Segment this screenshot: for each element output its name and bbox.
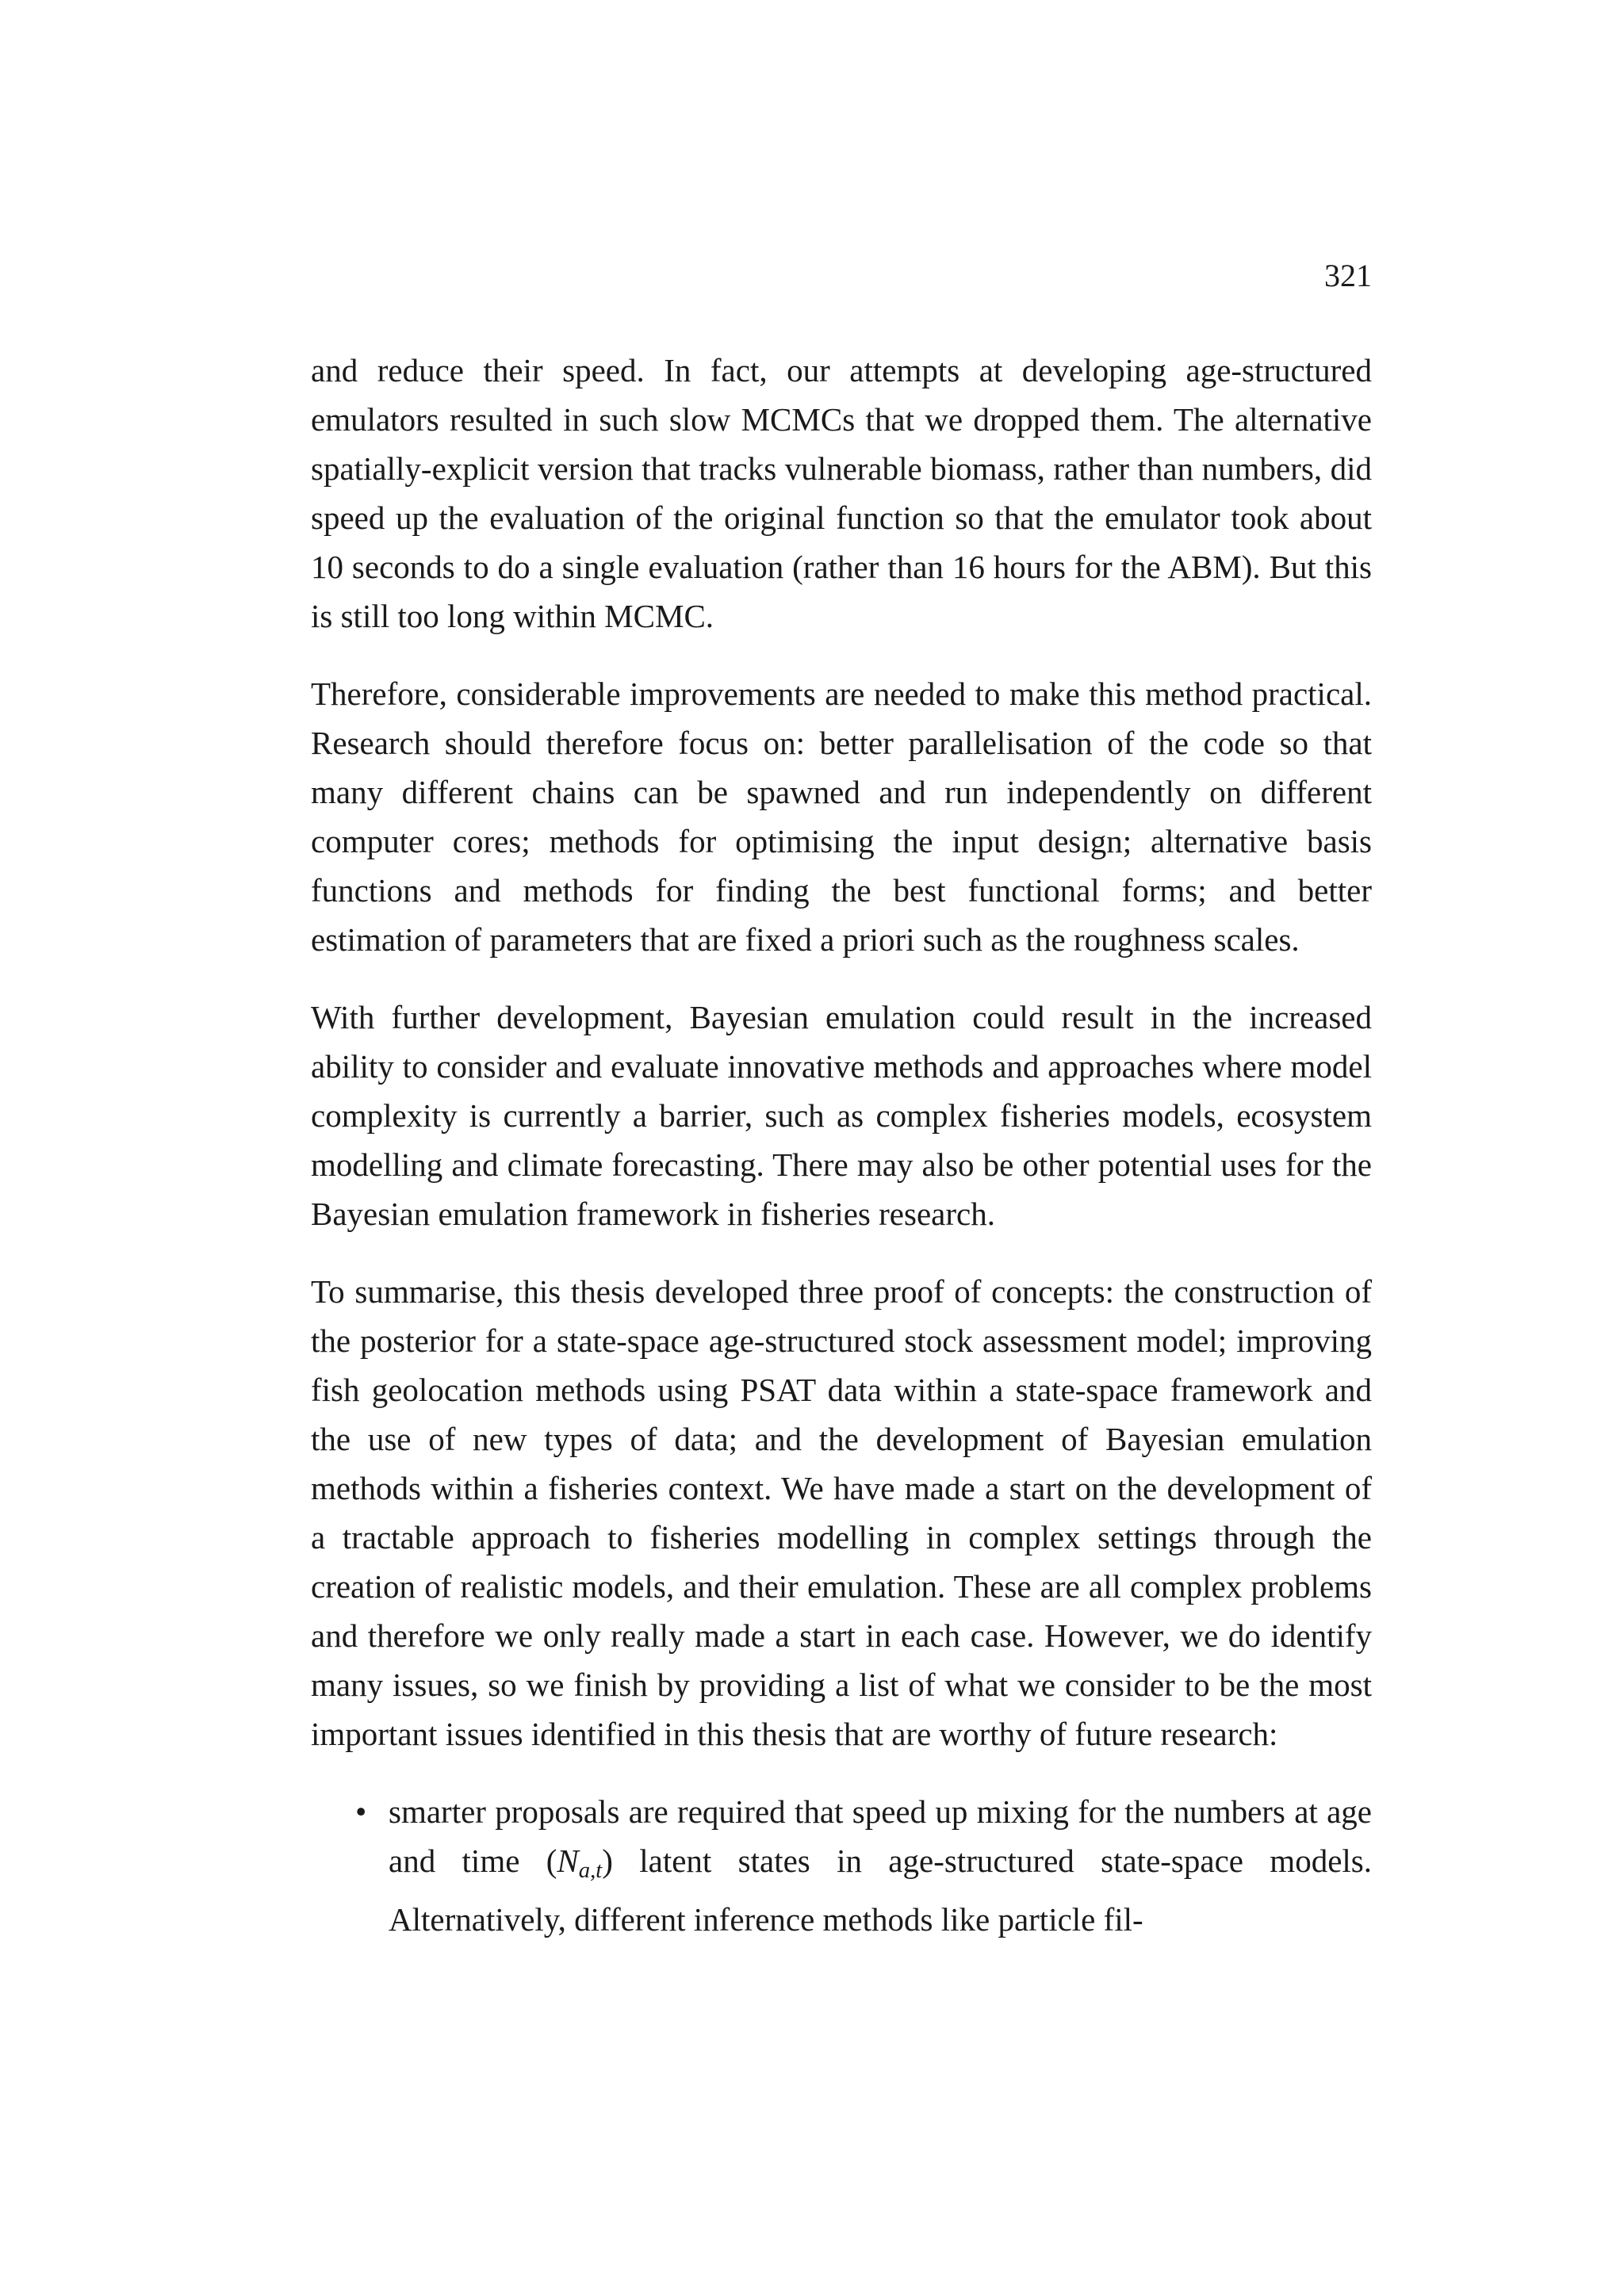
paragraph-1: and reduce their speed. In fact, our attempts at developing age-structured emulators resulted in such slow MCMCs that we dropped them. The alternative spatially-explicit version that tracks vulnerable biomass, rather than numbers, did speed up the evaluation of the original function so that the emulator took about 10 seconds to do a single evaluation (rather than 16 hours for the ABM). But this is still too long within MCMC. bbox=[311, 352, 1372, 634]
page-number: 321 bbox=[1324, 258, 1372, 293]
list-item-text-end: ) latent states in age-structured state-space models. Alternatively, different inference methods like particle fil- bbox=[389, 1843, 1372, 1938]
bullet-icon: • bbox=[355, 1793, 367, 1830]
list-item bbox=[355, 1787, 1372, 1944]
body-text bbox=[311, 346, 1372, 1944]
future-research-list bbox=[311, 1787, 1372, 1944]
math-n-at bbox=[557, 1843, 603, 1884]
math-subscript: a,t bbox=[578, 1858, 603, 1884]
list-item-text-start: smarter proposals are required that speed up mixing for the numbers at age and time ( bbox=[389, 1793, 1372, 1879]
math-symbol: N bbox=[557, 1843, 579, 1879]
paragraph-4: To summarise, this thesis developed three proof of concepts: the construction of the posterior for a state-space age-structured stock assessment model; improving fish geolocation methods using PSAT data within a state-space framework and the use of new types of data; and the development of Bayesian emulation methods within a fisheries context. We have made a start on the development of a tractable approach to fisheries modelling in complex settings through the creation of realistic models, and their emulation. These are all complex problems and therefore we only really made a start in each case. However, we do identify many issues, so we finish by providing a list of what we consider to be the most important issues identified in this thesis that are worthy of future research: bbox=[311, 1273, 1372, 1752]
paragraph-3: With further development, Bayesian emulation could result in the increased ability to consider and evaluate innovative methods and approaches where model complexity is currently a barrier, such as complex fisheries models, ecosystem modelling and climate forecasting. There may also be other potential uses for the Bayesian emulation framework in fisheries research. bbox=[311, 999, 1372, 1232]
paragraph-2: Therefore, considerable improvements are needed to make this method practical. Research should therefore focus on: better parallelisation of the code so that many different chains can be spawned and run independently on different computer cores; methods for optimising the input design; alternative basis functions and methods for finding the best functional forms; and better estimation of parameters that are fixed a priori such as the roughness scales. bbox=[311, 675, 1372, 958]
